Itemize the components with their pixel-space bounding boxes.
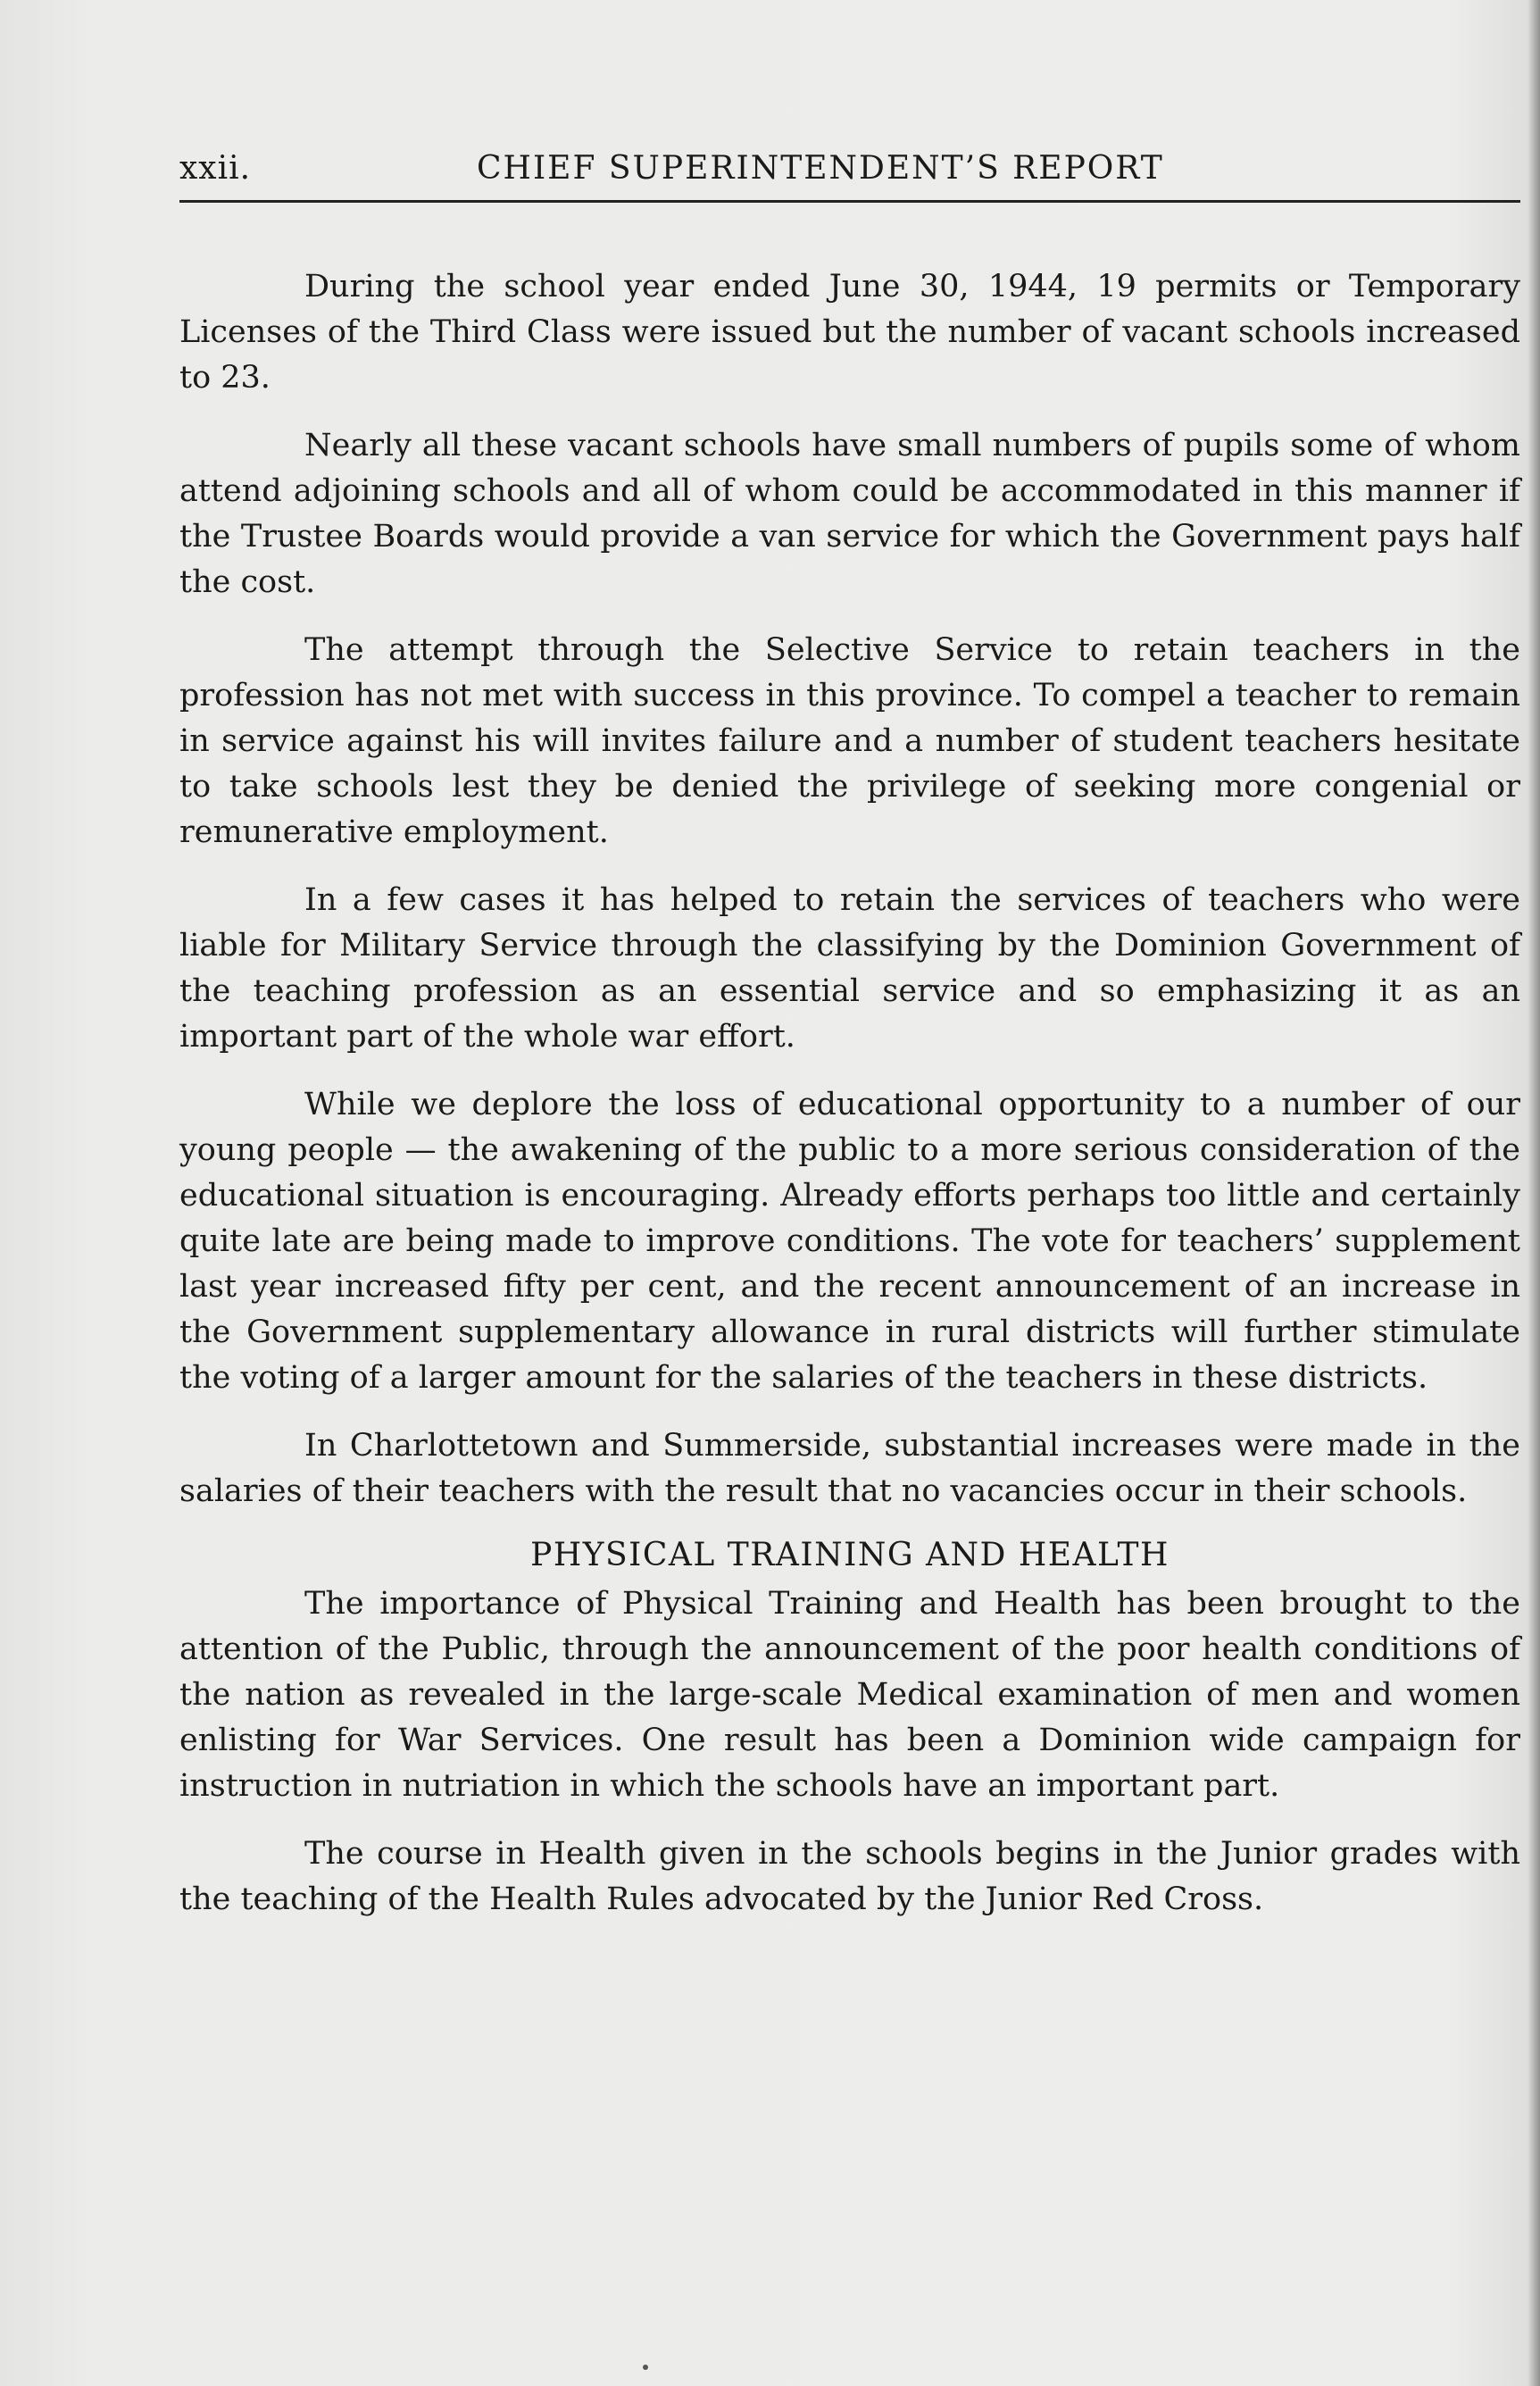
paragraph-van-service: Nearly all these vacant schools have small numbers of pupils some of whom attend adjoining schools and all of whom could be accommodated in this manner if the Trustee Boards would provide a van service for which the Government pays half the cost. xyxy=(179,428,1520,600)
paragraph-selective-service: The attempt through the Selective Service to retain teachers in the profession has not met with success in this province. To compel a teacher to remain in service against his will invites failure and a number of student teachers hesitate to take schools lest they be denied the privilege of seeking more congenial or remunerative employment. xyxy=(179,632,1520,850)
page-header xyxy=(179,150,1520,203)
paragraph-vacant-schools: During the school year ended June 30, 1944, 19 permits or Temporary Licenses of the Third Class were issued but the number of vacant schools increased to 23. xyxy=(179,269,1520,396)
paragraph-military-service: In a few cases it has helped to retain the services of teachers who were liable for Military Service through the classifying by the Dominion Government of the teaching profession as an essential service and so emphasizing it as an important part of the whole war effort. xyxy=(179,882,1520,1055)
paragraph-salary-increases: In Charlottetown and Summerside, substantial increases were made in the salaries of their teachers with the result that no vacancies occur in their schools. xyxy=(179,1428,1520,1509)
paragraph-health-course: The course in Health given in the schools begins in the Junior grades with the teaching of the Health Rules advocated by the Junior Red Cross. xyxy=(179,1836,1520,1917)
paragraph-educational-opportunity: While we deplore the loss of educational opportunity to a number of our young people — the awakening of the public to a more serious consideration of the educational situation is encouraging. Already efforts perhaps too little and certainly quite late are being made to improve conditions. The vote for teachers’ supplement last year increased fifty per cent, and the recent announcement of an increase in the Government supplementary allowance in rural districts will further stimulate the voting of a larger amount for the salaries of the teachers in these districts. xyxy=(179,1087,1520,1396)
running-title: CHIEF SUPERINTENDENT’S REPORT xyxy=(477,150,1164,187)
page-number: xxii. xyxy=(179,150,252,187)
page-body xyxy=(179,264,1520,1945)
page-edge-shadow xyxy=(1528,0,1540,2386)
paragraph-physical-training: The importance of Physical Training and Health has been brought to the attention of the Public, through the announcement of the poor health conditions of the nation as revealed in the large-scale Medical examination of men and women enlisting for War Services. One result has been a Dominion wide campaign for instruction in nutriation in which the schools have an important part. xyxy=(179,1586,1520,1804)
ink-speck xyxy=(643,2365,648,2370)
section-heading: PHYSICAL TRAINING AND HEALTH xyxy=(530,1537,1170,1573)
